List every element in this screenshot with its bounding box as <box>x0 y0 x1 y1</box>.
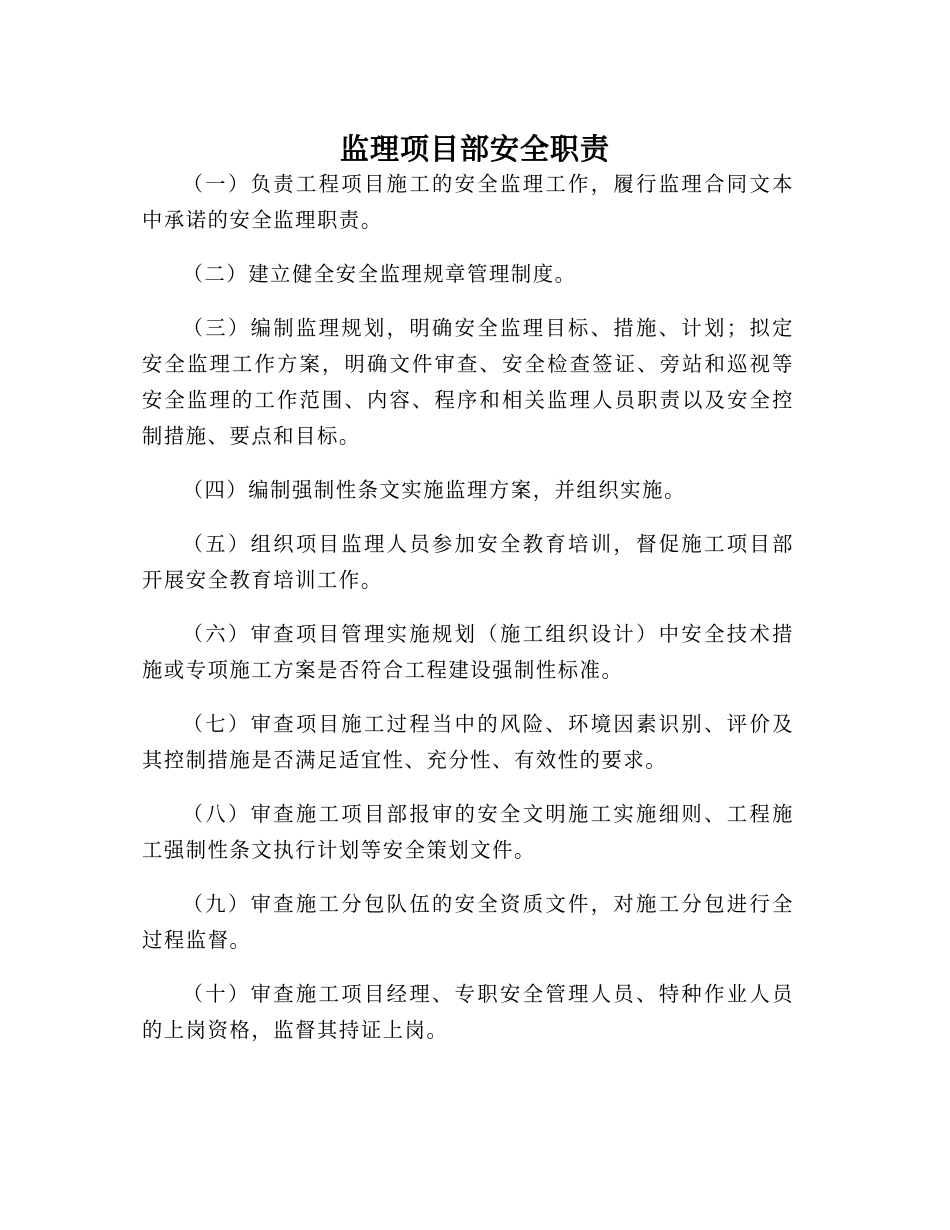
document-title: 监理项目部安全职责 <box>339 132 610 167</box>
paragraph-4: （四）编制强制性条文实施监理方案，并组织实施。 <box>182 478 686 502</box>
paragraph-3: （三）编制监理规划，明确安全监理目标、措施、计划；拟定安全监理工作方案，明确文件审查、安全检查签证、旁站和巡视等安全监理的工作范围、内容、程序和相关监理人员职责以及安全控制措施、要点和目标。 <box>142 316 794 448</box>
paragraph-1: （一）负责工程项目施工的安全监理工作，履行监理合同文本中承诺的安全监理职责。 <box>142 172 794 232</box>
paragraph-8: （八）审查施工项目部报审的安全文明施工实施细则、工程施工强制性条文执行计划等安全策划文件。 <box>142 802 794 862</box>
paragraph-5: （五）组织项目监理人员参加安全教育培训，督促施工项目部开展安全教育培训工作。 <box>142 532 794 592</box>
paragraph-10: （十）审查施工项目经理、专职安全管理人员、特种作业人员的上岗资格，监督其持证上岗。 <box>142 982 794 1042</box>
paragraph-2: （二）建立健全安全监理规章管理制度。 <box>182 262 577 286</box>
paragraph-6: （六）审查项目管理实施规划（施工组织设计）中安全技术措施或专项施工方案是否符合工程建设强制性标准。 <box>142 622 794 682</box>
paragraph-7: （七）审查项目施工过程当中的风险、环境因素识别、评价及其控制措施是否满足适宜性、充分性、有效性的要求。 <box>142 712 794 772</box>
paragraph-9: （九）审查施工分包队伍的安全资质文件，对施工分包进行全过程监督。 <box>142 892 794 952</box>
document-body <box>142 166 794 1066</box>
